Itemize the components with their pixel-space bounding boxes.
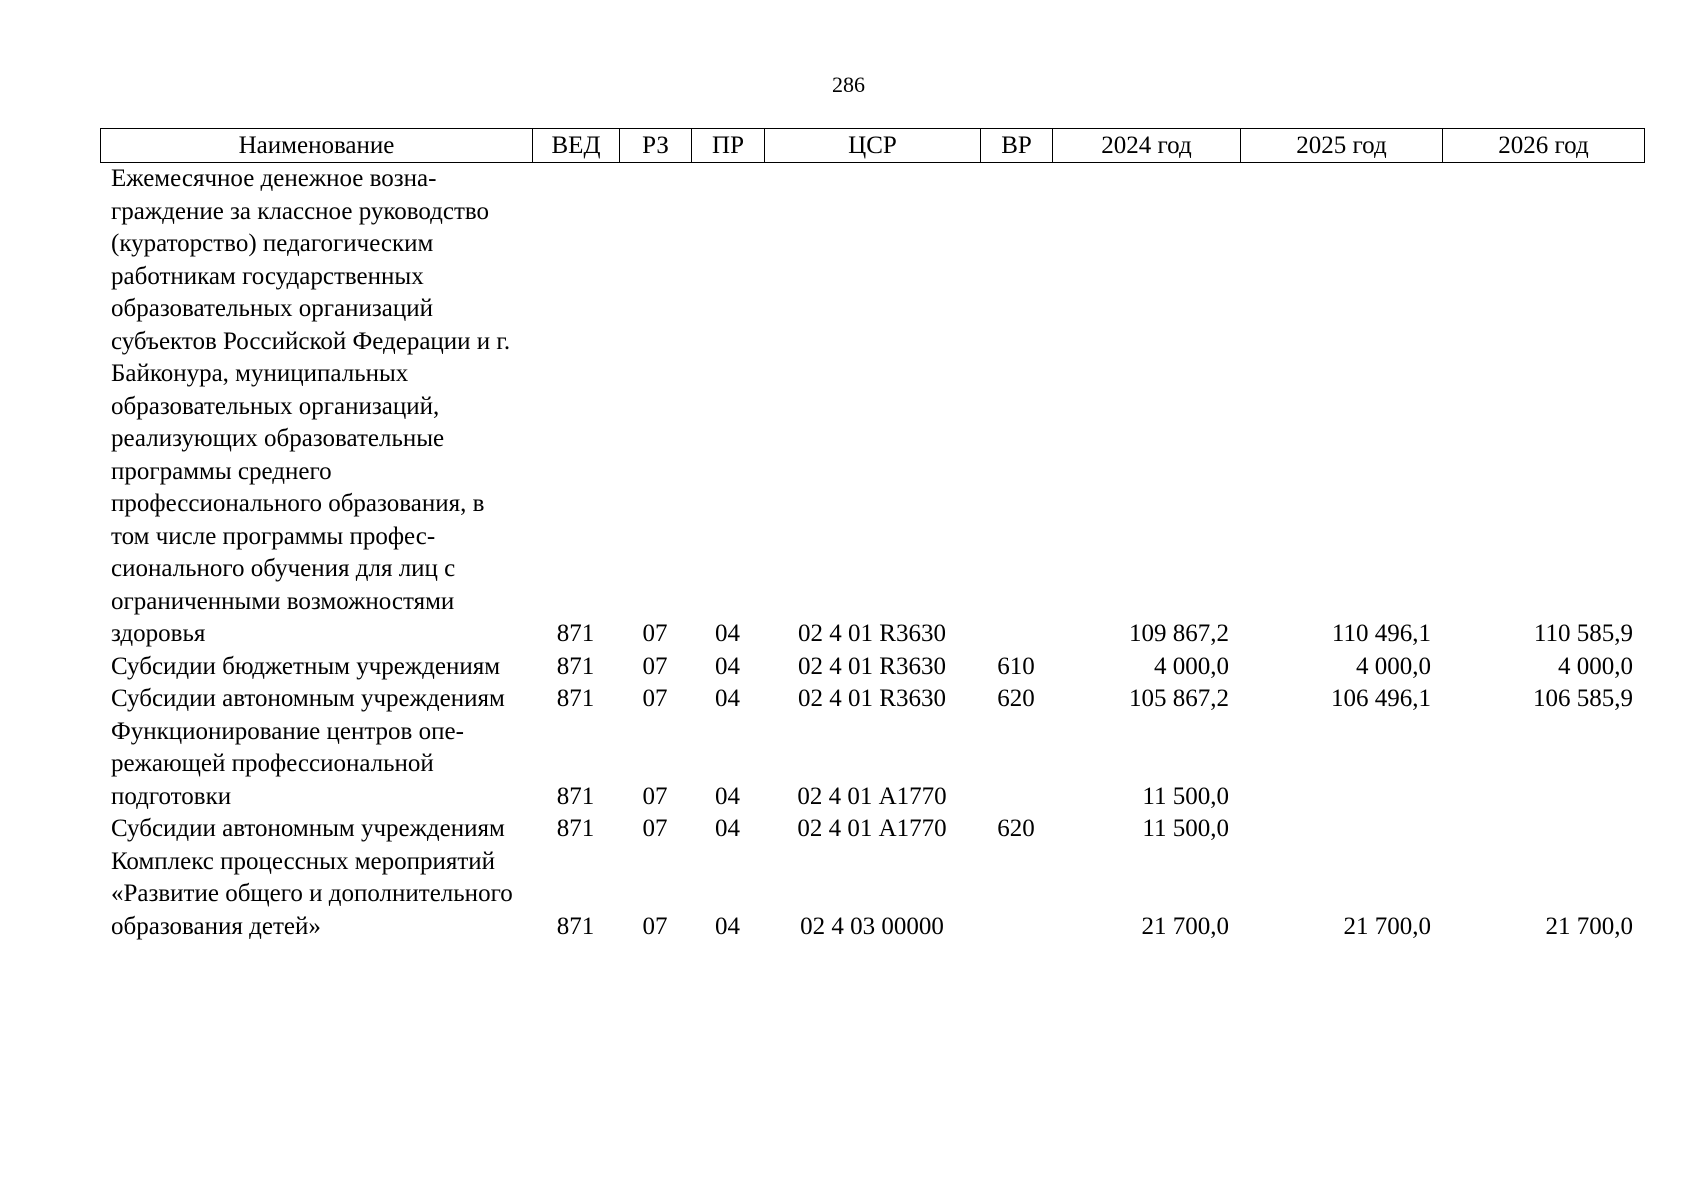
- table-row: [100, 163, 1644, 651]
- row-2024: 109 867,2: [1129, 620, 1229, 647]
- row-ved: 871: [556, 782, 595, 810]
- row-pr: 04: [715, 815, 740, 842]
- header-vr: ВР: [981, 129, 1053, 163]
- row-rz: 07: [642, 912, 668, 940]
- row-ved: 871: [556, 912, 595, 940]
- row-ved: 871: [556, 652, 595, 680]
- row-2026: [1442, 813, 1644, 846]
- row-csr: 02 4 01 А1770: [797, 815, 947, 842]
- row-2024: 105 867,2: [1129, 685, 1229, 712]
- row-vr: 610: [997, 652, 1035, 680]
- table-body: [100, 163, 1644, 943]
- row-2026: [1442, 716, 1644, 814]
- header-name: Наименование: [101, 129, 533, 163]
- header-2026: 2026 год: [1443, 129, 1645, 163]
- row-vr: 620: [997, 815, 1035, 842]
- table-header: [100, 128, 1645, 163]
- row-name: Субсидии бюджетным учреждениям: [111, 652, 501, 680]
- table-row: [100, 846, 1644, 944]
- row-rz: 07: [642, 782, 668, 810]
- row-vr: 620: [997, 685, 1035, 712]
- row-2024: 11 500,0: [1142, 782, 1229, 810]
- header-csr: ЦСР: [765, 129, 981, 163]
- row-name: Субсидии автономным учреждениям: [111, 685, 505, 712]
- row-rz: 07: [642, 652, 668, 680]
- row-pr: 04: [715, 912, 740, 940]
- row-2025: 106 496,1: [1331, 685, 1431, 712]
- row-vr: [980, 716, 1052, 814]
- header-2024: 2024 год: [1053, 129, 1241, 163]
- row-pr: 04: [715, 620, 740, 647]
- row-2024: 11 500,0: [1142, 815, 1229, 842]
- row-2026: 4 000,0: [1558, 652, 1633, 680]
- row-2025: [1240, 813, 1442, 846]
- page-number: 286: [832, 72, 865, 97]
- row-name: Субсидии автономным учреждениям: [111, 815, 505, 842]
- row-ved: 871: [556, 685, 595, 712]
- row-2026: 106 585,9: [1533, 685, 1633, 712]
- row-2025: 21 700,0: [1343, 912, 1431, 940]
- row-vr: [980, 846, 1052, 944]
- row-2024: 4 000,0: [1154, 652, 1229, 680]
- row-name: Ежемесячное денежное вознаграждение за классное руководство (кураторство) педагогическим работникам государственных образовательных организаций субъектов Российской Федерации и г. Байконура, муниципальных образовательных организаций, реализующих образовательные программы среднего профессионального образования, в том числе программы профессионального обучения для лиц с ограниченными возможностями здоровья: [111, 165, 511, 647]
- row-2026: 21 700,0: [1545, 912, 1633, 940]
- row-ved: 871: [556, 620, 595, 647]
- row-csr: 02 4 01 А1770: [797, 782, 947, 810]
- row-pr: 04: [715, 685, 740, 712]
- table-row: [100, 651, 1644, 684]
- row-2025: 110 496,1: [1331, 620, 1431, 647]
- table-row: [100, 716, 1644, 814]
- row-name: Комплекс процессных мероприятий «Развитие общего и дополнительного образования детей»: [111, 847, 513, 940]
- row-pr: 04: [715, 782, 740, 810]
- row-2025: 4 000,0: [1356, 652, 1431, 680]
- row-csr: 02 4 01 R3630: [798, 685, 946, 712]
- header-2025: 2025 год: [1241, 129, 1443, 163]
- row-csr: 02 4 01 R3630: [798, 652, 946, 680]
- row-pr: 04: [715, 652, 740, 680]
- row-csr: 02 4 03 00000: [800, 912, 944, 940]
- table-row: [100, 683, 1644, 716]
- row-csr: 02 4 01 R3630: [798, 620, 946, 647]
- row-rz: 07: [642, 620, 668, 647]
- row-2026: 110 585,9: [1533, 620, 1633, 647]
- row-2024: 21 700,0: [1141, 912, 1229, 940]
- table-row: [100, 813, 1644, 846]
- row-name: Функционирование центров опережающей профессиональной подготовки: [111, 717, 464, 810]
- header-ved: ВЕД: [533, 129, 620, 163]
- row-rz: 07: [642, 815, 668, 842]
- header-pr: ПР: [692, 129, 765, 163]
- row-2025: [1240, 716, 1442, 814]
- header-rz: РЗ: [620, 129, 692, 163]
- row-rz: 07: [642, 685, 668, 712]
- row-vr: [980, 163, 1052, 651]
- row-ved: 871: [556, 815, 595, 842]
